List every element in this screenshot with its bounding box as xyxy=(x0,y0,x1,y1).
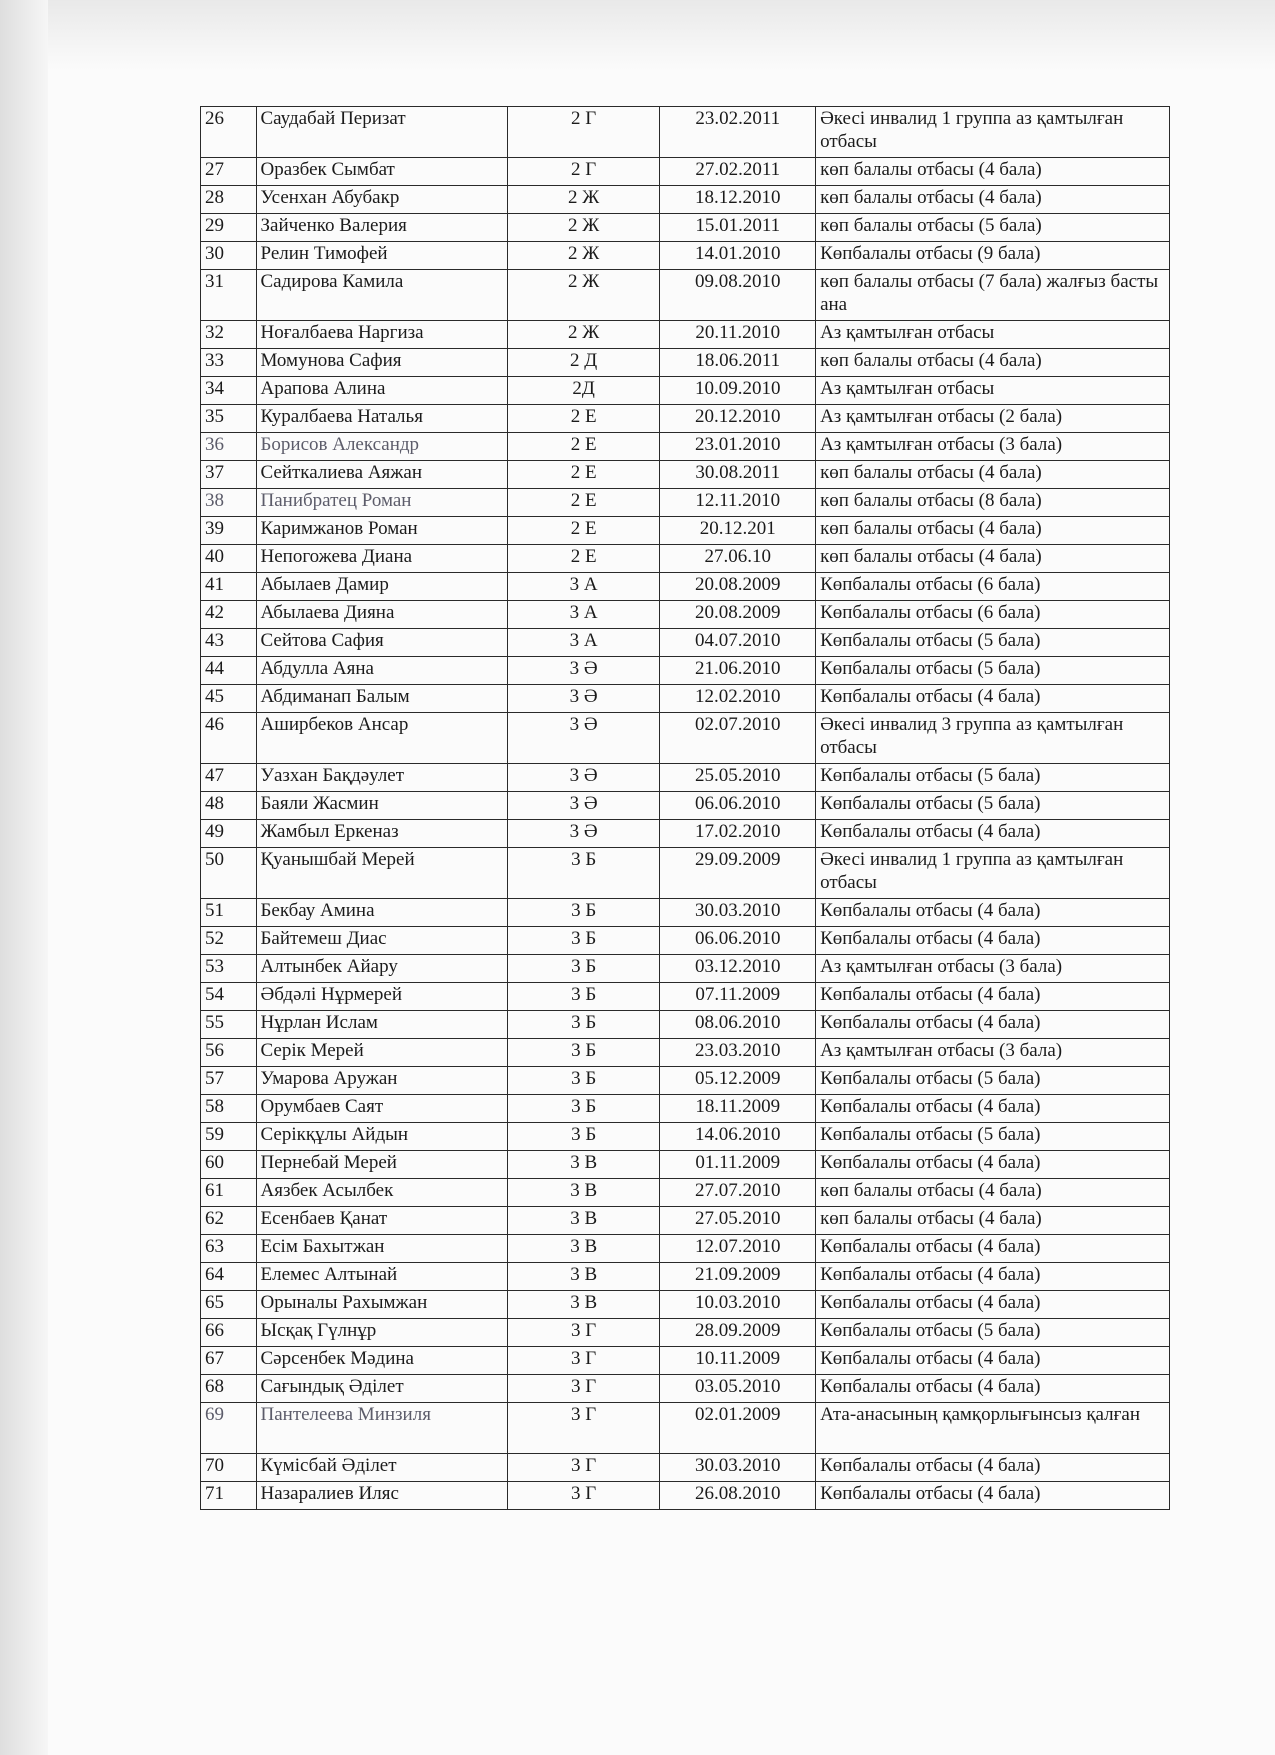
student-name: Алтынбек Айару xyxy=(256,955,507,983)
table-row xyxy=(201,349,1170,377)
row-number: 56 xyxy=(201,1039,257,1067)
class-grade: 3 Ә xyxy=(507,713,659,764)
class-grade: 3 В xyxy=(507,1151,659,1179)
scan-edge-left xyxy=(0,0,48,1755)
family-status: Аз қамтылған отбасы (2 бала) xyxy=(816,405,1170,433)
row-number: 67 xyxy=(201,1347,257,1375)
table-row xyxy=(201,433,1170,461)
table-row xyxy=(201,405,1170,433)
student-name: Арапова Алина xyxy=(256,377,507,405)
birth-date: 25.05.2010 xyxy=(660,764,816,792)
student-name: Уазхан Бақдәулет xyxy=(256,764,507,792)
table-row xyxy=(201,107,1170,158)
students-table-body xyxy=(201,107,1170,1510)
table-row xyxy=(201,1263,1170,1291)
row-number: 52 xyxy=(201,927,257,955)
class-grade: 3 Г xyxy=(507,1347,659,1375)
family-status: Көпбалалы отбасы (4 бала) xyxy=(816,1011,1170,1039)
student-name: Абылаева Дияна xyxy=(256,601,507,629)
birth-date: 26.08.2010 xyxy=(660,1482,816,1510)
table-row xyxy=(201,1067,1170,1095)
family-status: Көпбалалы отбасы (4 бала) xyxy=(816,899,1170,927)
class-grade: 3 Ә xyxy=(507,820,659,848)
family-status: Көпбалалы отбасы (4 бала) xyxy=(816,1482,1170,1510)
class-grade: 3 Б xyxy=(507,927,659,955)
student-name: Абылаев Дамир xyxy=(256,573,507,601)
table-row xyxy=(201,242,1170,270)
student-name: Бекбау Амина xyxy=(256,899,507,927)
row-number: 51 xyxy=(201,899,257,927)
family-status: Әкесі инвалид 1 группа аз қамтылған отбасы xyxy=(816,848,1170,899)
table-row xyxy=(201,1482,1170,1510)
family-status: көп балалы отбасы (4 бала) xyxy=(816,158,1170,186)
student-name: Сағындық Әділет xyxy=(256,1375,507,1403)
student-name: Абдиманап Балым xyxy=(256,685,507,713)
student-name: Зайченко Валерия xyxy=(256,214,507,242)
student-name: Непогожева Диана xyxy=(256,545,507,573)
family-status: Әкесі инвалид 3 группа аз қамтылған отбасы xyxy=(816,713,1170,764)
class-grade: 2 Е xyxy=(507,405,659,433)
class-grade: 3 Б xyxy=(507,1095,659,1123)
class-grade: 2Д xyxy=(507,377,659,405)
birth-date: 23.02.2011 xyxy=(660,107,816,158)
family-status: Көпбалалы отбасы (4 бала) xyxy=(816,1375,1170,1403)
table-row xyxy=(201,1207,1170,1235)
family-status: көп балалы отбасы (4 бала) xyxy=(816,517,1170,545)
class-grade: 2 Ж xyxy=(507,321,659,349)
family-status: Аз қамтылған отбасы xyxy=(816,321,1170,349)
table-row xyxy=(201,792,1170,820)
row-number: 43 xyxy=(201,629,257,657)
row-number: 31 xyxy=(201,270,257,321)
class-grade: 3 А xyxy=(507,573,659,601)
class-grade: 3 В xyxy=(507,1291,659,1319)
family-status: көп балалы отбасы (4 бала) xyxy=(816,186,1170,214)
class-grade: 2 Е xyxy=(507,489,659,517)
student-name: Ысқақ Гүлнұр xyxy=(256,1319,507,1347)
birth-date: 29.09.2009 xyxy=(660,848,816,899)
birth-date: 07.11.2009 xyxy=(660,983,816,1011)
birth-date: 15.01.2011 xyxy=(660,214,816,242)
table-row xyxy=(201,517,1170,545)
birth-date: 06.06.2010 xyxy=(660,792,816,820)
student-name: Аязбек Асылбек xyxy=(256,1179,507,1207)
birth-date: 18.06.2011 xyxy=(660,349,816,377)
row-number: 64 xyxy=(201,1263,257,1291)
student-name: Релин Тимофей xyxy=(256,242,507,270)
row-number: 29 xyxy=(201,214,257,242)
birth-date: 14.01.2010 xyxy=(660,242,816,270)
family-status: Көпбалалы отбасы (4 бала) xyxy=(816,1347,1170,1375)
student-name: Саудабай Перизат xyxy=(256,107,507,158)
family-status: көп балалы отбасы (4 бала) xyxy=(816,349,1170,377)
birth-date: 23.03.2010 xyxy=(660,1039,816,1067)
table-row xyxy=(201,1347,1170,1375)
student-name: Каримжанов Роман xyxy=(256,517,507,545)
student-name: Назаралиев Иляс xyxy=(256,1482,507,1510)
row-number: 49 xyxy=(201,820,257,848)
table-row xyxy=(201,214,1170,242)
row-number: 38 xyxy=(201,489,257,517)
family-status: Көпбалалы отбасы (5 бала) xyxy=(816,629,1170,657)
row-number: 53 xyxy=(201,955,257,983)
class-grade: 3 Б xyxy=(507,848,659,899)
row-number: 32 xyxy=(201,321,257,349)
family-status: көп балалы отбасы (5 бала) xyxy=(816,214,1170,242)
family-status: көп балалы отбасы (7 бала) жалғыз басты ана xyxy=(816,270,1170,321)
class-grade: 3 Г xyxy=(507,1482,659,1510)
birth-date: 30.08.2011 xyxy=(660,461,816,489)
student-name: Сейтова Сафия xyxy=(256,629,507,657)
class-grade: 3 В xyxy=(507,1235,659,1263)
class-grade: 3 Ә xyxy=(507,685,659,713)
family-status: Көпбалалы отбасы (9 бала) xyxy=(816,242,1170,270)
student-name: Байтемеш Диас xyxy=(256,927,507,955)
table-row xyxy=(201,713,1170,764)
table-row xyxy=(201,601,1170,629)
table-row xyxy=(201,657,1170,685)
birth-date: 12.07.2010 xyxy=(660,1235,816,1263)
student-name: Садирова Камила xyxy=(256,270,507,321)
table-row xyxy=(201,899,1170,927)
birth-date: 20.12.2010 xyxy=(660,405,816,433)
family-status: көп балалы отбасы (4 бала) xyxy=(816,1207,1170,1235)
student-name: Абдулла Аяна xyxy=(256,657,507,685)
row-number: 35 xyxy=(201,405,257,433)
row-number: 61 xyxy=(201,1179,257,1207)
family-status: Көпбалалы отбасы (4 бала) xyxy=(816,685,1170,713)
birth-date: 09.08.2010 xyxy=(660,270,816,321)
table-row xyxy=(201,955,1170,983)
class-grade: 3 Б xyxy=(507,899,659,927)
family-status: Көпбалалы отбасы (6 бала) xyxy=(816,601,1170,629)
table-row xyxy=(201,764,1170,792)
class-grade: 3 В xyxy=(507,1263,659,1291)
row-number: 26 xyxy=(201,107,257,158)
table-row xyxy=(201,489,1170,517)
student-name: Сәрсенбек Мәдина xyxy=(256,1347,507,1375)
table-row xyxy=(201,1039,1170,1067)
class-grade: 2 Г xyxy=(507,158,659,186)
table-row xyxy=(201,270,1170,321)
student-name: Күмісбай Әділет xyxy=(256,1454,507,1482)
student-name: Елемес Алтынай xyxy=(256,1263,507,1291)
student-name: Серікқұлы Айдын xyxy=(256,1123,507,1151)
birth-date: 20.11.2010 xyxy=(660,321,816,349)
class-grade: 3 Б xyxy=(507,1123,659,1151)
family-status: Әкесі инвалид 1 группа аз қамтылған отбасы xyxy=(816,107,1170,158)
class-grade: 3 Б xyxy=(507,1011,659,1039)
row-number: 44 xyxy=(201,657,257,685)
birth-date: 27.02.2011 xyxy=(660,158,816,186)
family-status: Аз қамтылған отбасы (3 бала) xyxy=(816,433,1170,461)
row-number: 60 xyxy=(201,1151,257,1179)
birth-date: 12.11.2010 xyxy=(660,489,816,517)
student-name: Серік Мерей xyxy=(256,1039,507,1067)
family-status: Көпбалалы отбасы (4 бала) xyxy=(816,1454,1170,1482)
student-name: Әбдәлі Нұрмерей xyxy=(256,983,507,1011)
table-row xyxy=(201,629,1170,657)
class-grade: 3 Б xyxy=(507,1039,659,1067)
class-grade: 2 Ж xyxy=(507,270,659,321)
class-grade: 3 Г xyxy=(507,1454,659,1482)
row-number: 58 xyxy=(201,1095,257,1123)
family-status: Көпбалалы отбасы (4 бала) xyxy=(816,820,1170,848)
class-grade: 3 Ә xyxy=(507,792,659,820)
class-grade: 2 Ж xyxy=(507,214,659,242)
student-name: Умарова Аружан xyxy=(256,1067,507,1095)
student-name: Ноғалбаева Наргиза xyxy=(256,321,507,349)
row-number: 27 xyxy=(201,158,257,186)
family-status: Көпбалалы отбасы (5 бала) xyxy=(816,1123,1170,1151)
birth-date: 10.11.2009 xyxy=(660,1347,816,1375)
birth-date: 17.02.2010 xyxy=(660,820,816,848)
table-row xyxy=(201,1291,1170,1319)
birth-date: 27.07.2010 xyxy=(660,1179,816,1207)
birth-date: 04.07.2010 xyxy=(660,629,816,657)
row-number: 50 xyxy=(201,848,257,899)
class-grade: 2 Ж xyxy=(507,186,659,214)
table-row xyxy=(201,685,1170,713)
family-status: Көпбалалы отбасы (4 бала) xyxy=(816,1263,1170,1291)
table-row xyxy=(201,1179,1170,1207)
class-grade: 3 А xyxy=(507,601,659,629)
class-grade: 3 Г xyxy=(507,1375,659,1403)
birth-date: 30.03.2010 xyxy=(660,1454,816,1482)
student-name: Куралбаева Наталья xyxy=(256,405,507,433)
row-number: 46 xyxy=(201,713,257,764)
table-row xyxy=(201,377,1170,405)
table-row xyxy=(201,983,1170,1011)
table-row xyxy=(201,573,1170,601)
row-number: 39 xyxy=(201,517,257,545)
student-name: Пернебай Мерей xyxy=(256,1151,507,1179)
birth-date: 21.09.2009 xyxy=(660,1263,816,1291)
student-name: Панибратец Роман xyxy=(256,489,507,517)
table-row xyxy=(201,1454,1170,1482)
row-number: 41 xyxy=(201,573,257,601)
family-status: Көпбалалы отбасы (4 бала) xyxy=(816,927,1170,955)
family-status: көп балалы отбасы (4 бала) xyxy=(816,1179,1170,1207)
row-number: 42 xyxy=(201,601,257,629)
birth-date: 27.06.10 xyxy=(660,545,816,573)
row-number: 63 xyxy=(201,1235,257,1263)
family-status: Аз қамтылған отбасы (3 бала) xyxy=(816,1039,1170,1067)
table-row xyxy=(201,158,1170,186)
family-status: Көпбалалы отбасы (4 бала) xyxy=(816,1095,1170,1123)
birth-date: 27.05.2010 xyxy=(660,1207,816,1235)
class-grade: 3 Г xyxy=(507,1403,659,1454)
row-number: 59 xyxy=(201,1123,257,1151)
row-number: 65 xyxy=(201,1291,257,1319)
row-number: 34 xyxy=(201,377,257,405)
birth-date: 02.01.2009 xyxy=(660,1403,816,1454)
table-row xyxy=(201,927,1170,955)
family-status: Ата-анасының қамқорлығынсыз қалған xyxy=(816,1403,1170,1454)
table-row xyxy=(201,820,1170,848)
row-number: 70 xyxy=(201,1454,257,1482)
row-number: 54 xyxy=(201,983,257,1011)
family-status: Көпбалалы отбасы (5 бала) xyxy=(816,792,1170,820)
birth-date: 02.07.2010 xyxy=(660,713,816,764)
table-row xyxy=(201,321,1170,349)
class-grade: 3 А xyxy=(507,629,659,657)
family-status: Көпбалалы отбасы (4 бала) xyxy=(816,983,1170,1011)
class-grade: 2 Ж xyxy=(507,242,659,270)
row-number: 55 xyxy=(201,1011,257,1039)
student-name: Есенбаев Қанат xyxy=(256,1207,507,1235)
table-row xyxy=(201,1375,1170,1403)
family-status: көп балалы отбасы (8 бала) xyxy=(816,489,1170,517)
birth-date: 10.03.2010 xyxy=(660,1291,816,1319)
family-status: Көпбалалы отбасы (5 бала) xyxy=(816,1319,1170,1347)
row-number: 33 xyxy=(201,349,257,377)
student-name: Сейткалиева Аяжан xyxy=(256,461,507,489)
table-row xyxy=(201,186,1170,214)
row-number: 66 xyxy=(201,1319,257,1347)
birth-date: 20.08.2009 xyxy=(660,601,816,629)
table-row xyxy=(201,545,1170,573)
family-status: көп балалы отбасы (4 бала) xyxy=(816,461,1170,489)
birth-date: 08.06.2010 xyxy=(660,1011,816,1039)
class-grade: 3 Б xyxy=(507,955,659,983)
row-number: 36 xyxy=(201,433,257,461)
student-name: Қуанышбай Мерей xyxy=(256,848,507,899)
table-row xyxy=(201,1151,1170,1179)
birth-date: 03.12.2010 xyxy=(660,955,816,983)
birth-date: 20.08.2009 xyxy=(660,573,816,601)
family-status: Көпбалалы отбасы (4 бала) xyxy=(816,1291,1170,1319)
row-number: 40 xyxy=(201,545,257,573)
row-number: 47 xyxy=(201,764,257,792)
class-grade: 3 Б xyxy=(507,983,659,1011)
student-name: Оразбек Сымбат xyxy=(256,158,507,186)
student-name: Жамбыл Еркеназ xyxy=(256,820,507,848)
row-number: 48 xyxy=(201,792,257,820)
row-number: 45 xyxy=(201,685,257,713)
birth-date: 06.06.2010 xyxy=(660,927,816,955)
student-name: Орумбаев Саят xyxy=(256,1095,507,1123)
student-name: Усенхан Абубакр xyxy=(256,186,507,214)
student-name: Борисов Александр xyxy=(256,433,507,461)
class-grade: 3 Ә xyxy=(507,657,659,685)
row-number: 69 xyxy=(201,1403,257,1454)
family-status: Көпбалалы отбасы (5 бала) xyxy=(816,657,1170,685)
class-grade: 2 Д xyxy=(507,349,659,377)
birth-date: 03.05.2010 xyxy=(660,1375,816,1403)
birth-date: 23.01.2010 xyxy=(660,433,816,461)
table-row xyxy=(201,1123,1170,1151)
family-status: Аз қамтылған отбасы (3 бала) xyxy=(816,955,1170,983)
birth-date: 05.12.2009 xyxy=(660,1067,816,1095)
students-table xyxy=(200,106,1170,1510)
birth-date: 28.09.2009 xyxy=(660,1319,816,1347)
class-grade: 2 Е xyxy=(507,433,659,461)
family-status: Көпбалалы отбасы (5 бала) xyxy=(816,764,1170,792)
row-number: 30 xyxy=(201,242,257,270)
row-number: 57 xyxy=(201,1067,257,1095)
birth-date: 30.03.2010 xyxy=(660,899,816,927)
birth-date: 21.06.2010 xyxy=(660,657,816,685)
birth-date: 10.09.2010 xyxy=(660,377,816,405)
class-grade: 2 Е xyxy=(507,517,659,545)
row-number: 71 xyxy=(201,1482,257,1510)
table-row xyxy=(201,1319,1170,1347)
family-status: Көпбалалы отбасы (5 бала) xyxy=(816,1067,1170,1095)
birth-date: 12.02.2010 xyxy=(660,685,816,713)
family-status: көп балалы отбасы (4 бала) xyxy=(816,545,1170,573)
row-number: 37 xyxy=(201,461,257,489)
birth-date: 01.11.2009 xyxy=(660,1151,816,1179)
class-grade: 2 Е xyxy=(507,545,659,573)
scan-edge-top xyxy=(0,0,1275,70)
class-grade: 2 Е xyxy=(507,461,659,489)
student-name: Баяли Жасмин xyxy=(256,792,507,820)
table-row xyxy=(201,461,1170,489)
birth-date: 18.12.2010 xyxy=(660,186,816,214)
student-name: Орыналы Рахымжан xyxy=(256,1291,507,1319)
row-number: 62 xyxy=(201,1207,257,1235)
table-row xyxy=(201,1011,1170,1039)
row-number: 28 xyxy=(201,186,257,214)
table-row xyxy=(201,1235,1170,1263)
class-grade: 3 В xyxy=(507,1207,659,1235)
class-grade: 3 В xyxy=(507,1179,659,1207)
student-name: Момунова Сафия xyxy=(256,349,507,377)
family-status: Аз қамтылған отбасы xyxy=(816,377,1170,405)
student-name: Аширбеков Ансар xyxy=(256,713,507,764)
class-grade: 3 Б xyxy=(507,1067,659,1095)
family-status: Көпбалалы отбасы (4 бала) xyxy=(816,1151,1170,1179)
table-row xyxy=(201,1095,1170,1123)
class-grade: 2 Г xyxy=(507,107,659,158)
class-grade: 3 Ә xyxy=(507,764,659,792)
birth-date: 18.11.2009 xyxy=(660,1095,816,1123)
table-row xyxy=(201,1403,1170,1454)
student-name: Есім Бахытжан xyxy=(256,1235,507,1263)
student-name: Нұрлан Ислам xyxy=(256,1011,507,1039)
row-number: 68 xyxy=(201,1375,257,1403)
table-row xyxy=(201,848,1170,899)
class-grade: 3 Г xyxy=(507,1319,659,1347)
birth-date: 14.06.2010 xyxy=(660,1123,816,1151)
student-name: Пантелеева Минзиля xyxy=(256,1403,507,1454)
family-status: Көпбалалы отбасы (4 бала) xyxy=(816,1235,1170,1263)
family-status: Көпбалалы отбасы (6 бала) xyxy=(816,573,1170,601)
birth-date: 20.12.201 xyxy=(660,517,816,545)
